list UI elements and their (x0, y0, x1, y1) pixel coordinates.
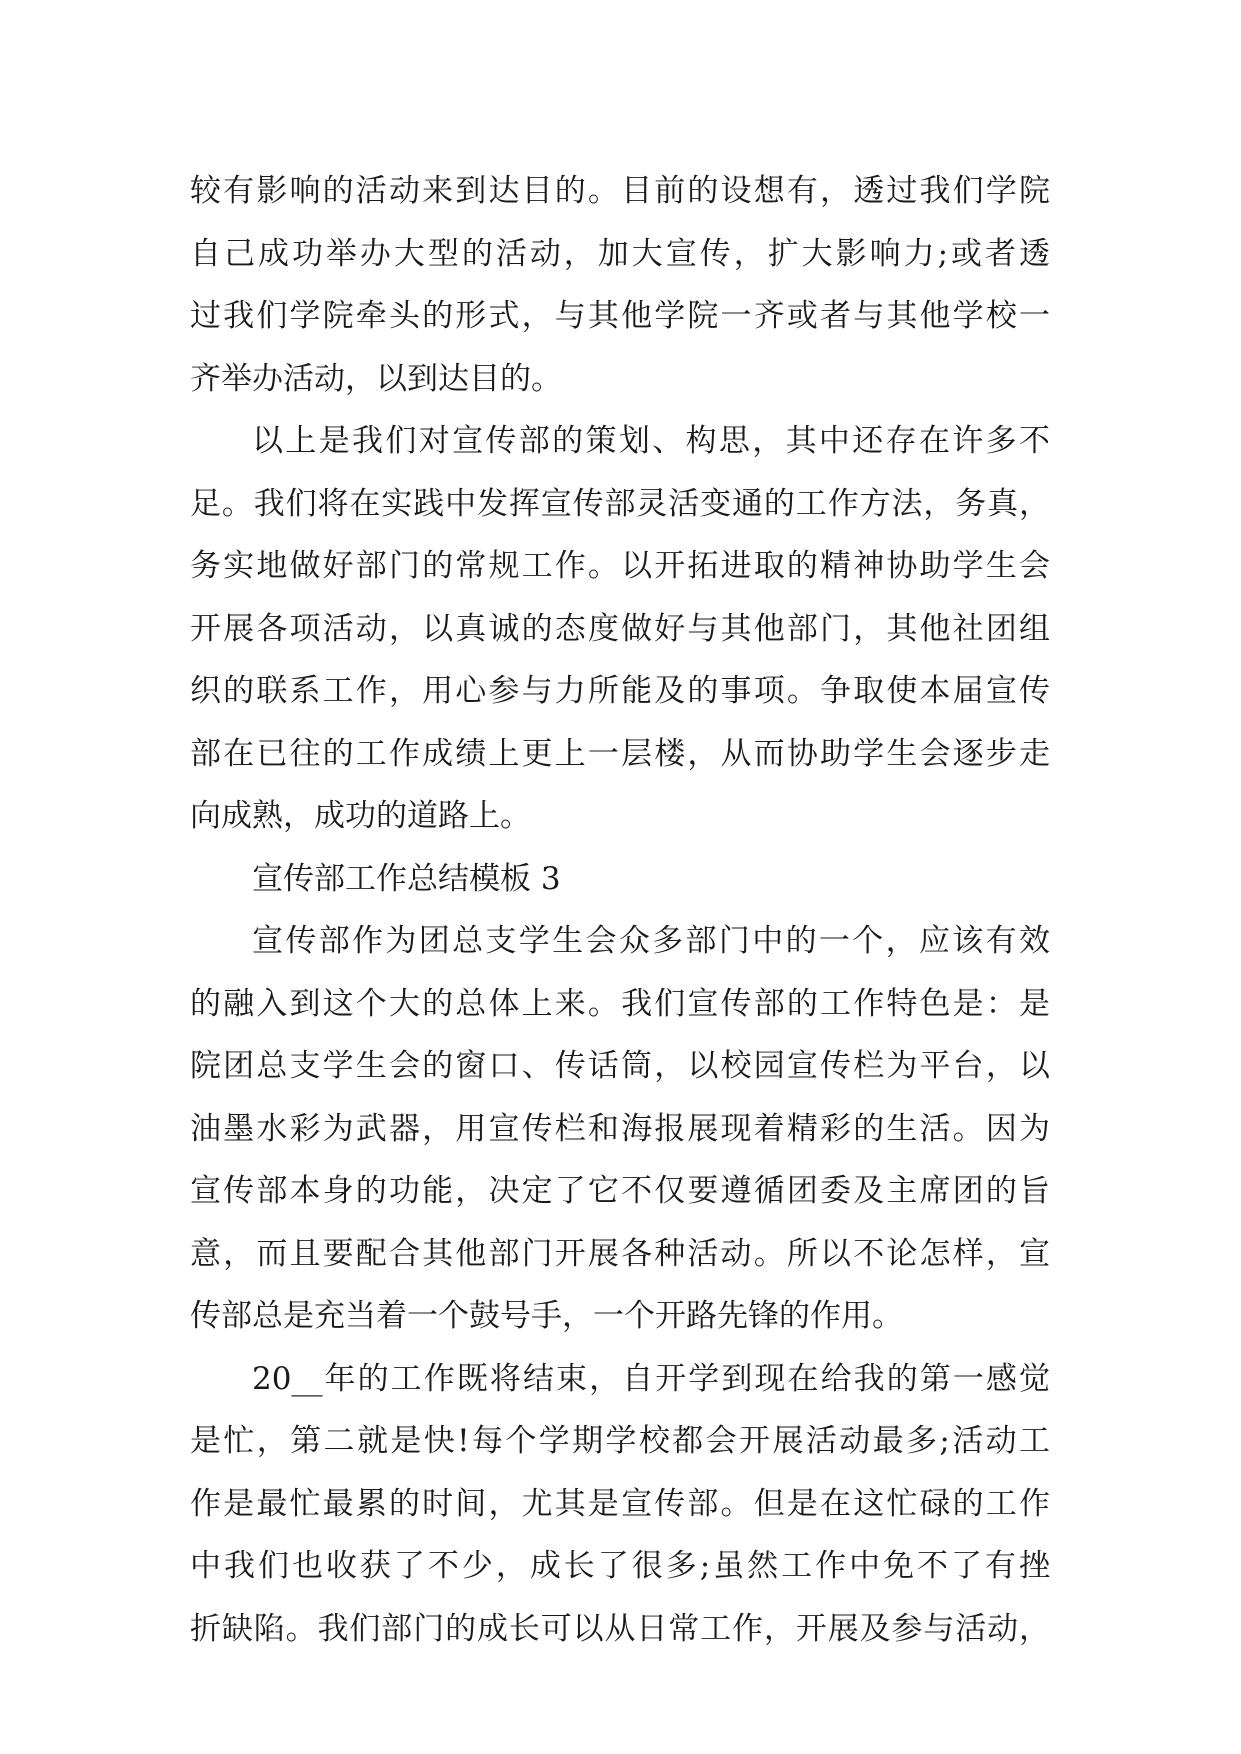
text-line: 足。我们将在实践中发挥宣传部灵活变通的工作方法，务真， (190, 485, 1050, 522)
section-heading: 宣传部工作总结模板 3 (252, 860, 561, 897)
text-line: 院团总支学生会的窗口、传话筒，以校园宣传栏为平台，以 (190, 1048, 1050, 1084)
text-line: 向成熟，成功的道路上。 (190, 798, 531, 834)
text-line: 作是最忙最累的时间，尤其是宣传部。但是在这忙碌的工作 (190, 1485, 1050, 1522)
text-line: 是忙，第二就是快!每个学期学校都会开展活动最多;活动工 (190, 1423, 1050, 1459)
text-line: 开展各项活动，以真诚的态度做好与其他部门，其他社团组 (190, 610, 1050, 647)
text-line: 宣传部作为团总支学生会众多部门中的一个，应该有效 (252, 923, 1050, 959)
text-line: 齐举办活动，以到达目的。 (190, 360, 562, 397)
text-line: 织的联系工作，用心参与力所能及的事项。争取使本届宣传 (190, 673, 1050, 709)
text-line: 务实地做好部门的常规工作。以开拓进取的精神协助学生会 (190, 548, 1050, 584)
text-line: 宣传部本身的功能，决定了它不仅要遵循团委及主席团的旨 (190, 1173, 1050, 1209)
text-line: 20__年的工作既将结束，自开学到现在给我的第一感觉 (252, 1360, 1050, 1397)
text-line: 较有影响的活动来到达目的。目前的设想有，透过我们学院 (190, 173, 1050, 209)
text-line: 自己成功举办大型的活动，加大宣传，扩大影响力;或者透 (190, 235, 1050, 272)
text-line: 油墨水彩为武器，用宣传栏和海报展现着精彩的生活。因为 (190, 1110, 1050, 1147)
text-line: 折缺陷。我们部门的成长可以从日常工作，开展及参与活动， (190, 1610, 1050, 1647)
text-line: 传部总是充当着一个鼓号手，一个开路先锋的作用。 (190, 1298, 903, 1334)
text-line: 部在已往的工作成绩上更上一层楼，从而协助学生会逐步走 (190, 735, 1050, 772)
text-line: 过我们学院牵头的形式，与其他学院一齐或者与其他学校一 (190, 298, 1050, 334)
document-body (190, 160, 1050, 1660)
text-line: 中我们也收获了不少，成长了很多;虽然工作中免不了有挫 (190, 1548, 1050, 1584)
text-line: 以上是我们对宣传部的策划、构思，其中还存在许多不 (252, 423, 1050, 459)
text-line: 的融入到这个大的总体上来。我们宣传部的工作特色是：是 (190, 985, 1050, 1022)
text-line: 意，而且要配合其他部门开展各种活动。所以不论怎样，宣 (190, 1235, 1050, 1272)
